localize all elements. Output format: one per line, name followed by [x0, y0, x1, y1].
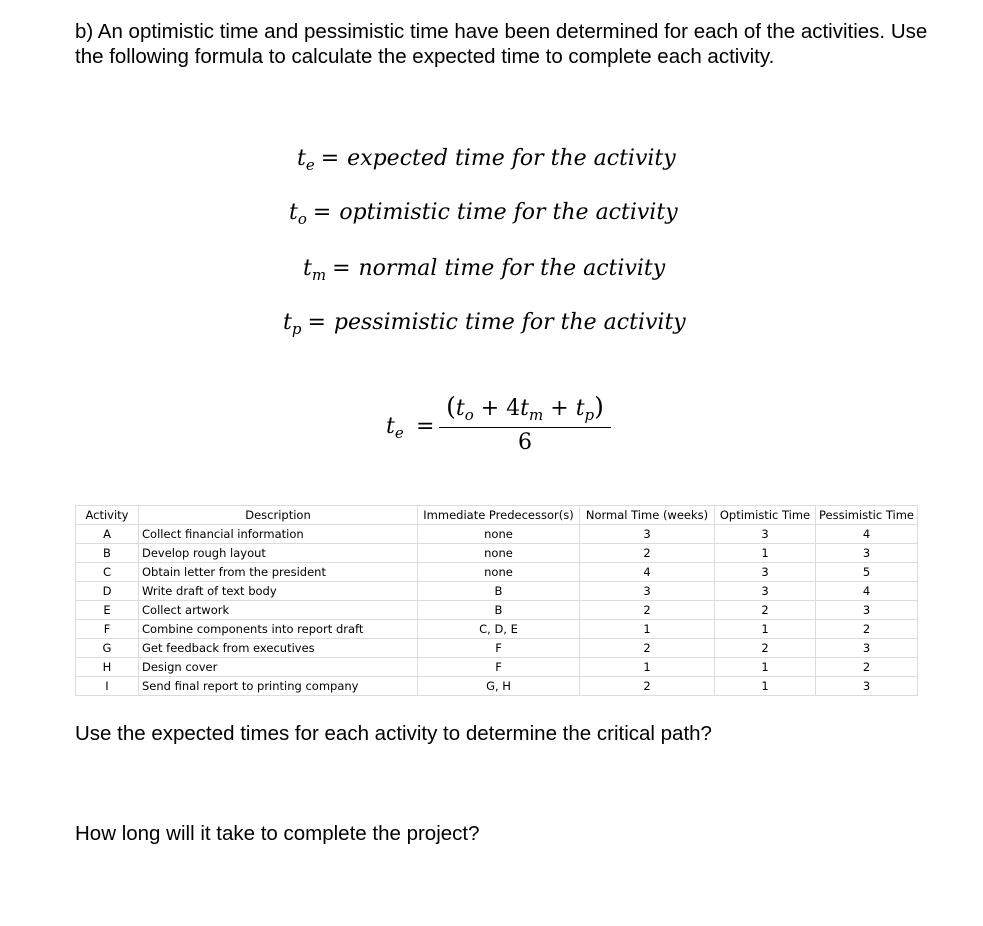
table-header-row	[76, 506, 918, 525]
header-normal-time: Normal Time (weeks)	[580, 506, 715, 525]
predecessor-cell: B	[418, 582, 580, 601]
pessimistic-time-cell: 4	[816, 582, 918, 601]
pessimistic-time-cell: 2	[816, 620, 918, 639]
description-cell: Send final report to printing company	[139, 677, 418, 696]
header-predecessors: Immediate Predecessor(s)	[418, 506, 580, 525]
description-cell: Combine components into report draft	[139, 620, 418, 639]
predecessor-cell: none	[418, 544, 580, 563]
activity-cell: E	[76, 601, 139, 620]
table-row	[76, 620, 918, 639]
normal-time-cell: 2	[580, 601, 715, 620]
header-pessimistic-time: Pessimistic Time	[816, 506, 918, 525]
activity-cell: D	[76, 582, 139, 601]
table-row	[76, 525, 918, 544]
normal-time-cell: 2	[580, 544, 715, 563]
header-description: Description	[139, 506, 418, 525]
normal-time-cell: 2	[580, 639, 715, 658]
table-row	[76, 677, 918, 696]
description-cell: Collect financial information	[139, 525, 418, 544]
optimistic-time-cell: 2	[715, 639, 816, 658]
optimistic-time-cell: 3	[715, 525, 816, 544]
activity-cell: G	[76, 639, 139, 658]
normal-time-cell: 4	[580, 563, 715, 582]
table-row	[76, 563, 918, 582]
normal-time-cell: 3	[580, 582, 715, 601]
header-activity: Activity	[76, 506, 139, 525]
formula-fraction	[439, 392, 611, 456]
table-row	[76, 601, 918, 620]
activity-cell: B	[76, 544, 139, 563]
activity-cell: F	[76, 620, 139, 639]
question-project-duration: How long will it take to complete the project?	[75, 822, 480, 845]
description-cell: Develop rough layout	[139, 544, 418, 563]
table-row	[76, 582, 918, 601]
pessimistic-time-cell: 4	[816, 525, 918, 544]
normal-time-cell: 2	[580, 677, 715, 696]
pessimistic-time-cell: 3	[816, 544, 918, 563]
description-cell: Get feedback from executives	[139, 639, 418, 658]
table-row	[76, 658, 918, 677]
predecessor-cell: G, H	[418, 677, 580, 696]
optimistic-time-cell: 1	[715, 658, 816, 677]
normal-time-cell: 3	[580, 525, 715, 544]
optimistic-time-cell: 1	[715, 620, 816, 639]
fraction-bar	[439, 427, 611, 428]
predecessor-cell: F	[418, 639, 580, 658]
formula-numerator: $(t_o + 4t_m + t_p)$	[446, 392, 604, 424]
pessimistic-time-cell: 3	[816, 601, 918, 620]
predecessor-cell: B	[418, 601, 580, 620]
header-optimistic-time: Optimistic Time	[715, 506, 816, 525]
instructions-paragraph: b) An optimistic time and pessimistic time have been determined for each of the activities. Use the following formula to calculate the expected time to complete each activity.	[75, 20, 928, 68]
pessimistic-time-cell: 3	[816, 677, 918, 696]
question-critical-path: Use the expected times for each activity to determine the critical path?	[75, 722, 712, 745]
table-row	[76, 544, 918, 563]
pessimistic-time-cell: 5	[816, 563, 918, 582]
activity-table	[75, 505, 918, 696]
description-cell: Obtain letter from the president	[139, 563, 418, 582]
optimistic-time-cell: 1	[715, 677, 816, 696]
optimistic-time-cell: 1	[715, 544, 816, 563]
predecessor-cell: F	[418, 658, 580, 677]
predecessor-cell: C, D, E	[418, 620, 580, 639]
activity-cell: A	[76, 525, 139, 544]
optimistic-time-cell: 3	[715, 563, 816, 582]
description-cell: Write draft of text body	[139, 582, 418, 601]
formula-denominator: 6	[518, 430, 532, 455]
normal-time-cell: 1	[580, 658, 715, 677]
optimistic-time-cell: 2	[715, 601, 816, 620]
definition-to: $t_o$ = optimistic time for the activity	[289, 200, 678, 228]
definition-tp: $t_p$ = pessimistic time for the activity	[283, 310, 686, 338]
activity-cell: C	[76, 563, 139, 582]
optimistic-time-cell: 3	[715, 582, 816, 601]
description-cell: Design cover	[139, 658, 418, 677]
normal-time-cell: 1	[580, 620, 715, 639]
activity-cell: I	[76, 677, 139, 696]
definition-tm: $t_m$ = normal time for the activity	[303, 256, 666, 284]
description-cell: Collect artwork	[139, 601, 418, 620]
pessimistic-time-cell: 3	[816, 639, 918, 658]
activity-cell: H	[76, 658, 139, 677]
predecessor-cell: none	[418, 525, 580, 544]
table-row	[76, 639, 918, 658]
definition-te: $t_e$ = expected time for the activity	[297, 146, 676, 174]
predecessor-cell: none	[418, 563, 580, 582]
pessimistic-time-cell: 2	[816, 658, 918, 677]
